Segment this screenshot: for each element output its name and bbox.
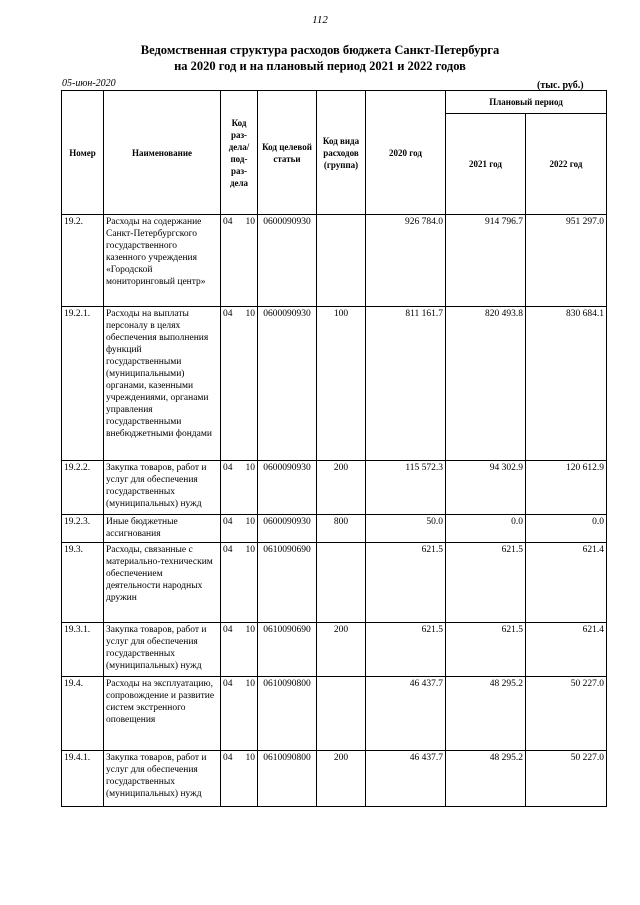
row-value-2020: 926 784.0 xyxy=(366,215,446,307)
header-expense-type-code: Код вида расходов (группа) xyxy=(317,91,366,215)
row-expense-type: 800 xyxy=(317,515,366,543)
row-section-code: 04 10 xyxy=(221,215,258,307)
row-value-2021: 48 295.2 xyxy=(446,677,526,751)
table-row xyxy=(62,623,607,677)
row-number: 19.4. xyxy=(62,677,104,751)
row-expense-type: 200 xyxy=(317,461,366,515)
row-value-2021: 94 302.9 xyxy=(446,461,526,515)
row-value-2021: 621.5 xyxy=(446,623,526,677)
header-year-2021: 2021 год xyxy=(446,114,526,215)
row-section-code: 04 10 xyxy=(221,677,258,751)
row-value-2020: 621.5 xyxy=(366,543,446,623)
row-value-2020: 811 161.7 xyxy=(366,307,446,461)
row-expense-type xyxy=(317,677,366,751)
title-line-1: Ведомственная структура расходов бюджета Санкт-Петербурга xyxy=(140,43,500,57)
row-target-code: 0600090930 xyxy=(258,515,317,543)
header-name: Наименование xyxy=(104,91,221,215)
row-value-2022: 120 612.9 xyxy=(526,461,607,515)
row-value-2021: 0.0 xyxy=(446,515,526,543)
row-section-code: 04 10 xyxy=(221,543,258,623)
row-expense-type xyxy=(317,215,366,307)
table-row xyxy=(62,677,607,751)
row-value-2022: 50 227.0 xyxy=(526,677,607,751)
page-number: 112 xyxy=(312,14,328,26)
table-row xyxy=(62,307,607,461)
row-target-code: 0600090930 xyxy=(258,461,317,515)
table-row xyxy=(62,215,607,307)
row-target-code: 0600090930 xyxy=(258,307,317,461)
header-number: Номер xyxy=(62,91,104,215)
units-label: (тыс. руб.) xyxy=(537,80,584,91)
budget-table xyxy=(61,90,607,807)
row-value-2021: 914 796.7 xyxy=(446,215,526,307)
row-name: Расходы, связанные с материально-техническим обеспечением деятельности народных дружин xyxy=(104,543,221,623)
row-value-2020: 50.0 xyxy=(366,515,446,543)
row-name: Расходы на содержание Санкт-Петербургского государственного казенного учреждения «Городской мониторинговый центр» xyxy=(104,215,221,307)
row-target-code: 0600090930 xyxy=(258,215,317,307)
header-section-code: Код раз- дела/ под- раз- дела xyxy=(221,91,258,215)
row-expense-type: 200 xyxy=(317,751,366,807)
header-target-code: Код целевой статьи xyxy=(258,91,317,215)
header-year-2020: 2020 год xyxy=(366,91,446,215)
row-target-code: 0610090690 xyxy=(258,623,317,677)
row-expense-type: 200 xyxy=(317,623,366,677)
row-value-2022: 951 297.0 xyxy=(526,215,607,307)
document-date: 05-июн-2020 xyxy=(62,78,116,89)
row-value-2022: 50 227.0 xyxy=(526,751,607,807)
row-value-2021: 621.5 xyxy=(446,543,526,623)
row-value-2020: 115 572.3 xyxy=(366,461,446,515)
row-number: 19.2.2. xyxy=(62,461,104,515)
row-name: Закупка товаров, работ и услуг для обеспечения государственных (муниципальных) нужд xyxy=(104,751,221,807)
row-number: 19.2. xyxy=(62,215,104,307)
row-target-code: 0610090690 xyxy=(258,543,317,623)
row-target-code: 0610090800 xyxy=(258,677,317,751)
row-name: Расходы на выплаты персоналу в целях обеспечения выполнения функций государственными (муниципальными) органами, казенными учреждениями, органами управления государственными внебюджетными фондами xyxy=(104,307,221,461)
row-section-code: 04 10 xyxy=(221,307,258,461)
row-section-code: 04 10 xyxy=(221,751,258,807)
row-value-2022: 621.4 xyxy=(526,623,607,677)
row-number: 19.2.3. xyxy=(62,515,104,543)
row-name: Иные бюджетные ассигнования xyxy=(104,515,221,543)
row-value-2021: 820 493.8 xyxy=(446,307,526,461)
row-section-code: 04 10 xyxy=(221,461,258,515)
row-section-code: 04 10 xyxy=(221,623,258,677)
header-planned-period: Плановый период xyxy=(446,91,607,114)
row-expense-type xyxy=(317,543,366,623)
table-row xyxy=(62,751,607,807)
row-value-2020: 621.5 xyxy=(366,623,446,677)
header-year-2022: 2022 год xyxy=(526,114,607,215)
row-number: 19.2.1. xyxy=(62,307,104,461)
title-line-2: на 2020 год и на плановый период 2021 и 2022 годов xyxy=(174,59,466,73)
row-value-2022: 0.0 xyxy=(526,515,607,543)
row-name: Расходы на эксплуатацию, сопровождение и развитие систем экстренного оповещения xyxy=(104,677,221,751)
row-number: 19.3.1. xyxy=(62,623,104,677)
table-row xyxy=(62,515,607,543)
table-row xyxy=(62,543,607,623)
row-value-2020: 46 437.7 xyxy=(366,751,446,807)
row-target-code: 0610090800 xyxy=(258,751,317,807)
row-expense-type: 100 xyxy=(317,307,366,461)
document-title xyxy=(0,42,640,74)
row-value-2020: 46 437.7 xyxy=(366,677,446,751)
row-section-code: 04 10 xyxy=(221,515,258,543)
row-number: 19.3. xyxy=(62,543,104,623)
row-value-2022: 830 684.1 xyxy=(526,307,607,461)
row-value-2021: 48 295.2 xyxy=(446,751,526,807)
row-value-2022: 621.4 xyxy=(526,543,607,623)
row-name: Закупка товаров, работ и услуг для обеспечения государственных (муниципальных) нужд xyxy=(104,461,221,515)
row-number: 19.4.1. xyxy=(62,751,104,807)
row-name: Закупка товаров, работ и услуг для обеспечения государственных (муниципальных) нужд xyxy=(104,623,221,677)
table-row xyxy=(62,461,607,515)
